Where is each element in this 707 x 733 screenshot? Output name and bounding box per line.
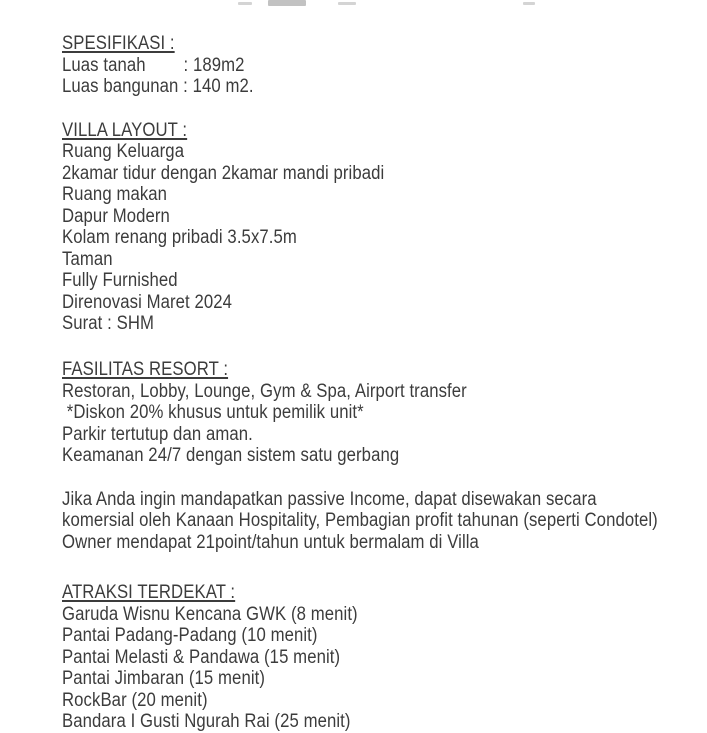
villa-layout-heading: VILLA LAYOUT : <box>62 119 188 141</box>
fasilitas-resort-item: *Diskon 20% khusus untuk pemilik unit* <box>62 402 364 423</box>
atraksi-item: Pantai Melasti & Pandawa (15 menit) <box>62 646 341 668</box>
atraksi-item: Garuda Wisnu Kencana GWK (8 menit) <box>62 603 358 625</box>
villa-layout-item: Kolam renang pribadi 3.5x7.5m <box>62 227 297 248</box>
atraksi-item: Pantai Padang-Padang (10 menit) <box>62 625 318 646</box>
fasilitas-resort-item: Restoran, Lobby, Lounge, Gym & Spa, Airport transfer <box>62 380 467 402</box>
atraksi-terdekat-heading: ATRAKSI TERDEKAT : <box>62 582 236 603</box>
villa-layout-item: Fully Furnished <box>62 270 178 291</box>
spesifikasi-luas-bangunan: Luas bangunan : 140 m2. <box>62 76 254 97</box>
spesifikasi-luas-tanah: Luas tanah : 189m2 <box>62 54 245 76</box>
villa-layout-item: Direnovasi Maret 2024 <box>62 291 233 313</box>
document-body <box>62 0 707 733</box>
section-spesifikasi <box>62 33 707 98</box>
villa-layout-item: Ruang makan <box>62 184 168 205</box>
fasilitas-resort-item: Keamanan 24/7 dengan sistem satu gerbang <box>62 445 400 466</box>
section-villa-layout <box>62 120 707 335</box>
section-fasilitas-resort <box>62 359 707 467</box>
villa-layout-item: Dapur Modern <box>62 205 170 227</box>
income-paragraph-line: Jika Anda ingin mandapatkan passive Income, dapat disewakan secara <box>62 488 597 510</box>
atraksi-item: Pantai Jimbaran (15 menit) <box>62 668 266 689</box>
villa-layout-item: Ruang Keluarga <box>62 141 185 162</box>
section-atraksi-terdekat <box>62 582 707 733</box>
income-paragraph-line: Owner mendapat 21point/tahun untuk bermalam di Villa <box>62 531 479 553</box>
villa-layout-item: 2kamar tidur dengan 2kamar mandi pribadi <box>62 162 385 184</box>
spesifikasi-heading: SPESIFIKASI : <box>62 33 175 54</box>
fasilitas-resort-item: Parkir tertutup dan aman. <box>62 423 253 445</box>
atraksi-item-clipped: Bandara I Gusti Ngurah Rai (25 menit) <box>62 711 351 732</box>
atraksi-item: RockBar (20 menit) <box>62 689 208 711</box>
fasilitas-resort-heading: FASILITAS RESORT : <box>62 359 229 380</box>
section-income-paragraph <box>62 489 707 554</box>
income-paragraph-line: komersial oleh Kanaan Hospitality, Pembagian profit tahunan (seperti Condotel) <box>62 510 658 531</box>
villa-layout-item: Surat : SHM <box>62 313 155 334</box>
villa-layout-item: Taman <box>62 248 113 270</box>
